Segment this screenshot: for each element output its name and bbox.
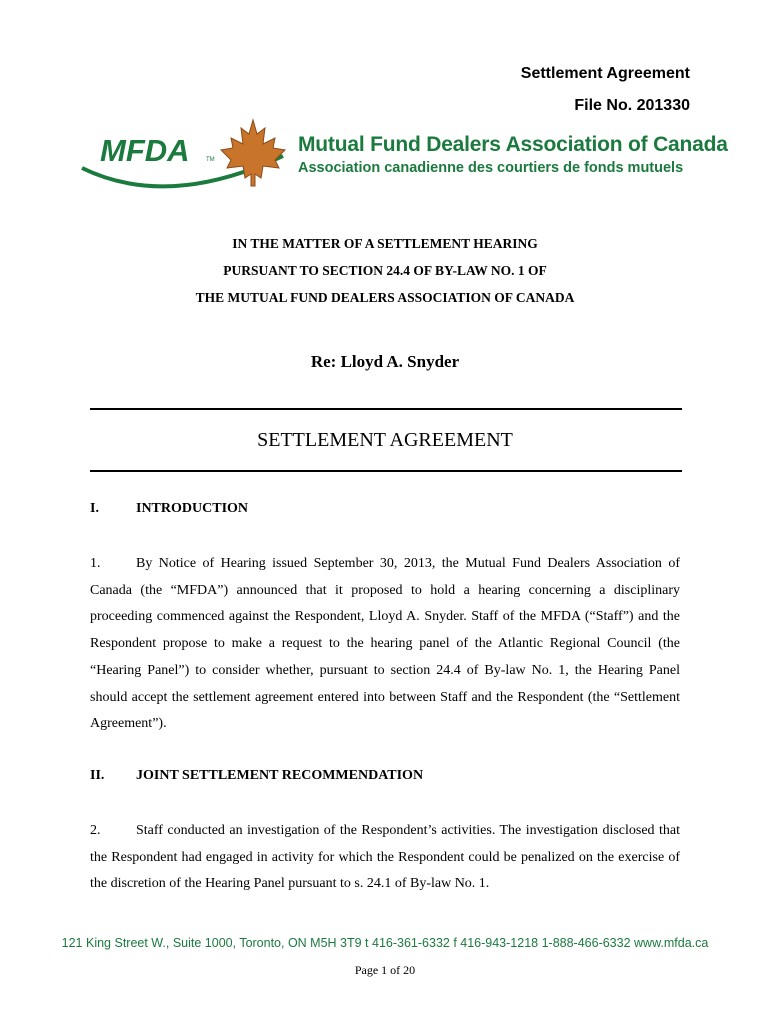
section-title: JOINT SETTLEMENT RECOMMENDATION — [136, 768, 424, 783]
section-number: II. — [90, 768, 105, 783]
re-line: Re: Lloyd A. Snyder — [310, 352, 460, 371]
mfda-logo — [78, 118, 698, 198]
caption-line-2: PURSUANT TO SECTION 24.4 OF BY-LAW NO. 1 OF — [223, 263, 547, 278]
paragraph — [90, 818, 680, 898]
logo-name-fr: Association canadienne des courtiers de fonds mutuels — [298, 160, 684, 176]
footer-address: 121 King Street W., Suite 1000, Toronto, ON M5H 3T9 t 416-361-6332 f 416-943-1218 1-888-466-6332 www.mfda.ca — [61, 936, 709, 950]
paragraph-text: Staff conducted an investigation of the Respondent’s activities. The investigation disclosed that the Respondent had engaged in activity for which the Respondent could be penalized on the exercise of the discretion of the Hearing Panel pursuant to s. 24.1 of By-law No. 1. — [90, 823, 680, 892]
section-title: INTRODUCTION — [136, 501, 249, 516]
paragraph-number: 1. — [90, 556, 101, 571]
paragraph-number: 2. — [90, 823, 101, 838]
caption-line-1: IN THE MATTER OF A SETTLEMENT HEARING — [232, 236, 538, 251]
file-number: File No. 201330 — [574, 97, 690, 114]
logo-tm: TM — [206, 157, 215, 163]
caption-line-3: THE MUTUAL FUND DEALERS ASSOCIATION OF CANADA — [195, 290, 575, 305]
logo-name-en: Mutual Fund Dealers Association of Canada — [298, 133, 728, 156]
paragraph — [90, 551, 680, 738]
section-number: I. — [90, 501, 99, 516]
document-title: SETTLEMENT AGREEMENT — [257, 429, 513, 451]
page-number: Page 1 of 20 — [354, 963, 416, 977]
paragraph-text: By Notice of Hearing issued September 30, 2013, the Mutual Fund Dealers Association of Canada (the “MFDA”) announced that it proposed to hold a hearing concerning a disciplinary proceeding commenced against the Respondent, Lloyd A. Snyder. Staff of the MFDA (“Staff”) and the Respondent propose to make a request to the hearing panel of the Atlantic Regional Council (the “Hearing Panel”) to consider whether, pursuant to section 24.4 of By-law No. 1, the Hearing Panel should accept the settlement agreement entered into between Staff and the Respondent (the “Settlement Agreement”). — [90, 556, 680, 732]
divider-bottom — [90, 470, 682, 472]
logo-acronym: MFDA — [100, 133, 190, 168]
header-title: Settlement Agreement — [520, 65, 690, 82]
divider-top — [90, 408, 682, 410]
